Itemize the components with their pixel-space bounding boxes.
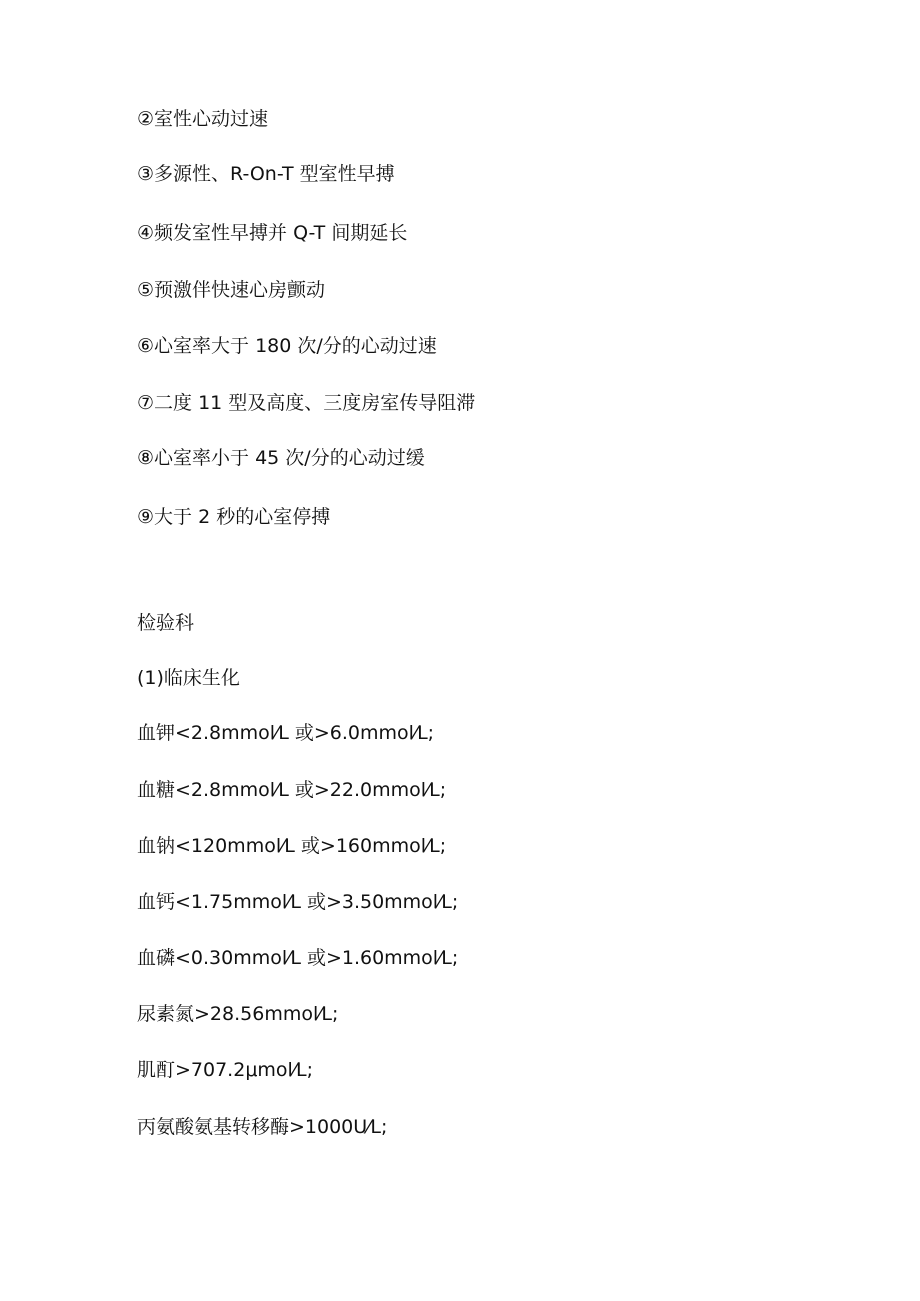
section-heading: 检验科: [137, 612, 195, 634]
subsection-heading: (1)临床生化: [137, 667, 240, 689]
lab-criterion: 血钙<1.75mmol⁄L 或>3.50mmol⁄L;: [137, 891, 459, 913]
lab-criterion: 血钾<2.8mmol⁄L 或>6.0mmol⁄L;: [137, 722, 435, 744]
lab-criterion: 丙氨酸氨基转移酶>1000U⁄L;: [137, 1116, 388, 1138]
list-item: ⑦二度 11 型及高度、三度房室传导阻滞: [137, 392, 476, 414]
list-item: ⑧心室率小于 45 次/分的心动过缓: [137, 447, 425, 469]
lab-criterion: 肌酊>707.2μmol⁄L;: [137, 1059, 313, 1081]
list-item: ⑨大于 2 秒的心室停搏: [137, 506, 331, 528]
list-item: ⑤预激伴快速心房颤动: [137, 279, 326, 301]
list-item: ⑥心室率大于 180 次/分的心动过速: [137, 335, 437, 357]
list-item: ④频发室性早搏并 Q-T 间期延长: [137, 222, 408, 244]
lab-criterion: 血钠<120mmol⁄L 或>160mmol⁄L;: [137, 835, 447, 857]
list-item: ②室性心动过速: [137, 108, 269, 130]
lab-criterion: 血磷<0.30mmol⁄L 或>1.60mmol⁄L;: [137, 947, 459, 969]
lab-criterion: 血糖<2.8mmol⁄L 或>22.0mmol⁄L;: [137, 779, 447, 801]
lab-criterion: 尿素氮>28.56mmol⁄L;: [137, 1003, 339, 1025]
list-item: ③多源性、R-On-T 型室性早搏: [137, 163, 395, 185]
